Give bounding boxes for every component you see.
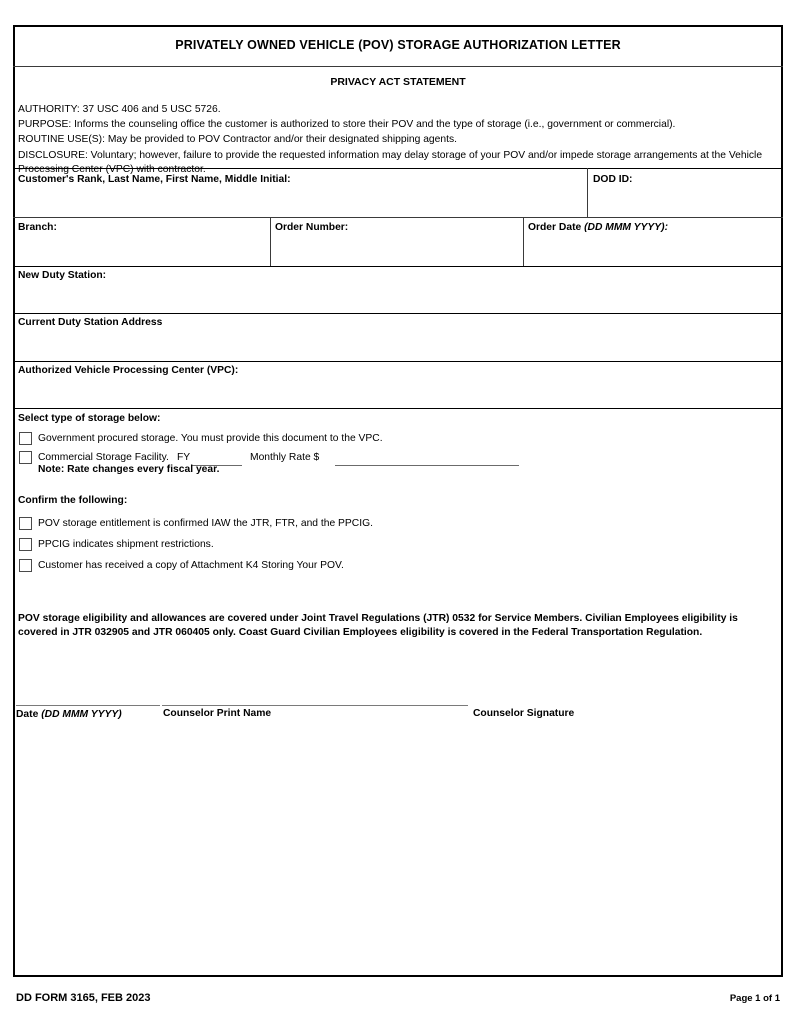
label-date: Date (DD MMM YYYY)	[16, 709, 122, 720]
input-dod-id[interactable]	[593, 186, 773, 214]
note-rate-changes: Note: Rate changes every fiscal year.	[38, 464, 220, 475]
label-branch: Branch:	[18, 222, 57, 233]
checkbox-attachment-k4-received[interactable]	[19, 559, 32, 572]
label-attachment-k4-received: Customer has received a copy of Attachment K4 Storing Your POV.	[38, 560, 344, 571]
checkbox-ppcig-shipment-restrictions[interactable]	[19, 538, 32, 551]
divider-above-customer-row	[13, 168, 783, 169]
input-current-duty-station[interactable]	[18, 330, 773, 358]
privacy-act-heading: PRIVACY ACT STATEMENT	[330, 76, 466, 88]
divider-ordernumber-orderdate	[523, 217, 524, 266]
input-date[interactable]	[16, 705, 160, 706]
page-title: PRIVATELY OWNED VEHICLE (POV) STORAGE AUTHORIZATION LETTER	[175, 38, 621, 52]
eligibility-note: POV storage eligibility and allowances are covered under Joint Travel Regulations (JTR) 0532 for Service Members. Civilian Employees eligibility is covered in JTR 032905 and JTR 060405 only. Coast Guard Civilian Employees eligibility is covered in the Federal Transportation Regulation.	[18, 613, 738, 638]
footer-page-indicator: Page 1 of 1	[729, 993, 780, 1004]
input-counselor-signature[interactable]	[473, 690, 773, 706]
input-monthly-rate[interactable]	[335, 465, 519, 466]
input-branch[interactable]	[18, 234, 263, 262]
label-government-procured-storage: Government procured storage. You must provide this document to the VPC.	[38, 433, 383, 444]
privacy-line-authority: AUTHORITY: 37 USC 406 and 5 USC 5726.	[18, 104, 221, 115]
label-counselor-print-name: Counselor Print Name	[163, 708, 272, 719]
label-fy: FY	[177, 452, 191, 463]
label-current-duty-station: Current Duty Station Address	[18, 317, 163, 328]
confirm-section-heading: Confirm the following:	[18, 495, 128, 506]
label-authorized-vpc: Authorized Vehicle Processing Center (VPC):	[18, 365, 239, 376]
label-new-duty-station: New Duty Station:	[18, 270, 107, 281]
label-dod-id: DOD ID:	[593, 174, 633, 185]
label-ppcig-shipment-restrictions: PPCIG indicates shipment restrictions.	[38, 539, 214, 550]
input-order-date[interactable]	[528, 234, 773, 262]
divider-customer-dodid	[587, 168, 588, 217]
divider-customer-branch	[13, 217, 783, 218]
checkbox-pov-storage-entitlement[interactable]	[19, 517, 32, 530]
divider-under-title	[13, 66, 783, 67]
privacy-act-body	[18, 103, 770, 178]
input-customer-name[interactable]	[18, 186, 578, 214]
divider-branch-ordernumber	[270, 217, 271, 266]
label-customer-name: Customer's Rank, Last Name, First Name, Middle Initial:	[18, 174, 291, 185]
input-order-number[interactable]	[275, 234, 515, 262]
label-order-date: Order Date (DD MMM YYYY):	[528, 222, 669, 233]
label-monthly-rate: Monthly Rate $	[250, 452, 320, 463]
privacy-line-routine-use: ROUTINE USE(S): May be provided to POV Contractor and/or their designated shipping agents.	[18, 134, 457, 146]
divider-above-authorized-vpc	[13, 361, 783, 362]
label-commercial-storage-facility: Commercial Storage Facility.	[38, 452, 169, 463]
privacy-line-disclosure: DISCLOSURE: Voluntary; however, failure to provide the requested information may delay storage of your POV and/or impede storage arrangements at the Vehicle Processing Center (VPC) with contractor.	[18, 149, 763, 175]
divider-above-new-duty-station	[13, 266, 783, 267]
footer-form-id: DD FORM 3165, FEB 2023	[16, 992, 151, 1004]
storage-section-heading: Select type of storage below:	[18, 413, 161, 424]
divider-above-current-duty-station	[13, 313, 783, 314]
label-order-number: Order Number:	[275, 222, 349, 233]
checkbox-commercial-storage-facility[interactable]	[19, 451, 32, 464]
label-counselor-signature: Counselor Signature	[473, 708, 575, 719]
checkbox-government-procured-storage[interactable]	[19, 432, 32, 445]
divider-above-storage-section	[13, 408, 783, 409]
input-counselor-print-name[interactable]	[162, 705, 468, 706]
privacy-line-purpose: PURPOSE: Informs the counseling office the customer is authorized to store their POV and the type of storage (i.e., government or commercial).	[18, 119, 676, 131]
label-pov-storage-entitlement: POV storage entitlement is confirmed IAW the JTR, FTR, and the PPCIG.	[38, 518, 373, 529]
input-new-duty-station[interactable]	[18, 283, 773, 309]
input-authorized-vpc[interactable]	[18, 378, 773, 404]
